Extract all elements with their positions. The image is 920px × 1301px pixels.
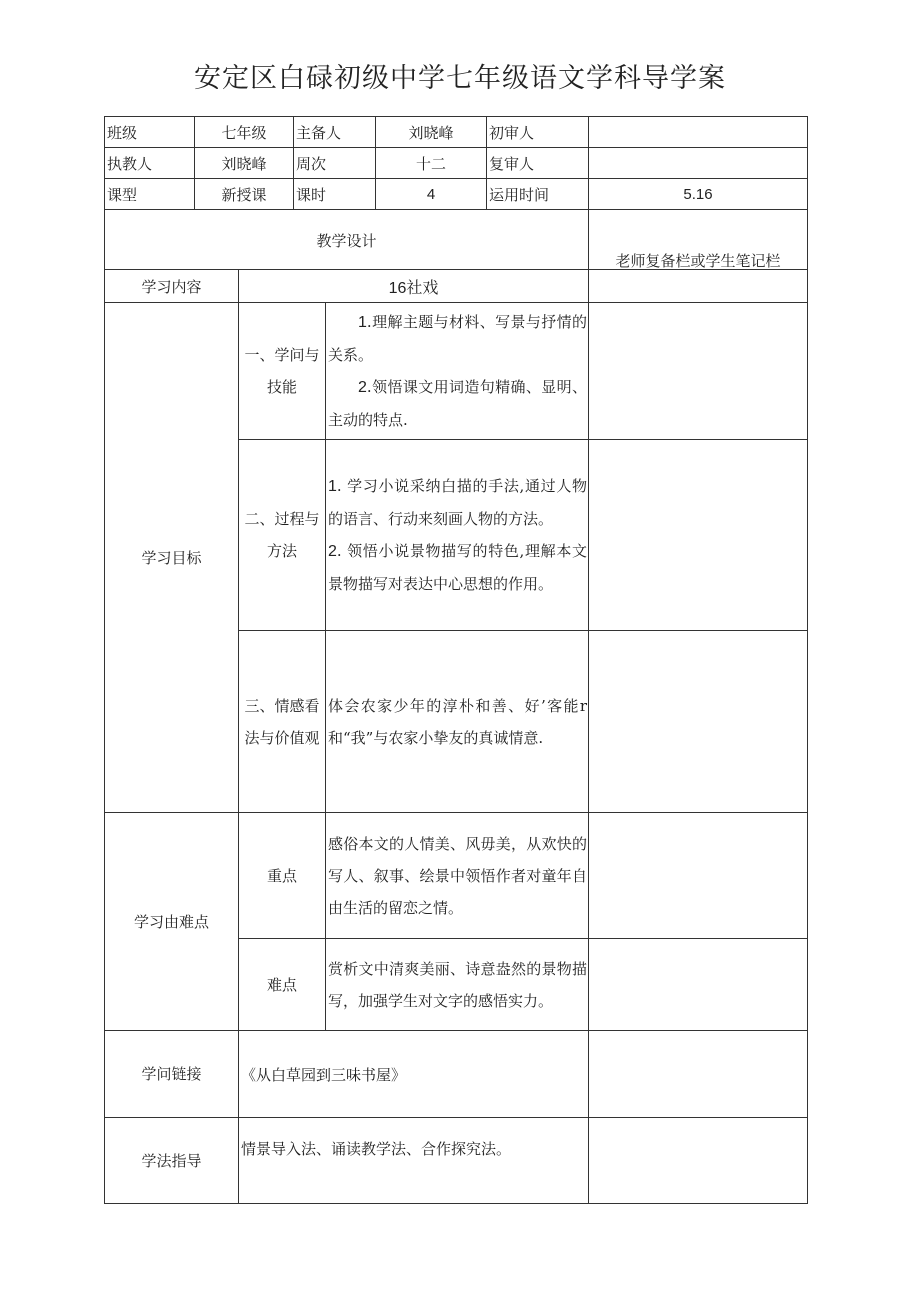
difficulty-label: 学习由难点 [105,813,239,1031]
use-time-value: 5.16 [589,179,808,210]
knowledge-num-1: 1 [358,314,367,331]
hard-point-notes [589,939,808,1031]
emotion-label: 三、情感看法与价值观 [239,631,326,813]
period-value: 4 [376,179,487,210]
lesson-plan-table [104,116,808,1204]
knowledge-label: 一、学问与技能 [239,303,326,440]
class-label: 班级 [105,117,195,148]
link-label: 学问链接 [105,1031,239,1118]
process-num-1: 1 [328,478,337,495]
second-reviewer-label: 复审人 [487,148,589,179]
knowledge-num-2: 2 [358,379,367,396]
emotion-notes [589,631,808,813]
process-notes [589,440,808,631]
week-label: 周次 [294,148,376,179]
objectives-label: 学习目标 [105,303,239,813]
knowledge-line-1: .理解主题与材料、写景与抒情的关系。 [328,313,588,364]
header-row-1 [105,117,808,148]
knowledge-line-2: .领悟课文用词造句精确、显明、主动的特点. [328,378,588,429]
process-line-2: . 领悟小说景物描写的特色,理解本文景物描写对表达中心思想的作用。 [328,542,588,593]
content-value-text: 16社戏 [388,279,439,297]
teacher-value: 刘晓峰 [195,148,294,179]
process-label: 二、过程与方法 [239,440,326,631]
method-row [105,1118,808,1204]
first-reviewer-value [589,117,808,148]
process-text [326,440,589,631]
link-notes [589,1031,808,1118]
week-value: 十二 [376,148,487,179]
class-value: 七年级 [195,117,294,148]
period-label: 课时 [294,179,376,210]
key-point-text: 感俗本文的人情美、风毋美，从欢快的写人、叙事、绘景中领悟作者对童年自由生活的留恋之情。 [326,813,589,939]
first-reviewer-label: 初审人 [487,117,589,148]
knowledge-text [326,303,589,440]
difficulty-key-row [105,813,808,939]
lesson-type-label: 课型 [105,179,195,210]
lesson-type-value: 新授课 [195,179,294,210]
emotion-text: 体会农家少年的淳朴和善、好’客能r和“我”与农家小挚友的真诚情意. [326,631,589,813]
process-num-2: 2 [328,543,337,560]
design-label: 教学设计 [316,232,377,250]
knowledge-notes [589,303,808,440]
header-row-3 [105,179,808,210]
link-value: 《从白草园到三味书屋》 [239,1031,589,1118]
use-time-label: 运用时间 [487,179,589,210]
content-notes [589,270,808,303]
content-label: 学习内容 [105,270,239,303]
process-line-1: . 学习小说采纳白描的手法,通过人物的语言、行动来刻画人物的方法。 [328,477,588,528]
preparer-label: 主备人 [294,117,376,148]
method-label: 学法指导 [105,1118,239,1204]
link-row [105,1031,808,1118]
objective-knowledge-row [105,303,808,440]
preparer-value: 刘晓峰 [376,117,487,148]
teacher-label: 执教人 [105,148,195,179]
header-row-2 [105,148,808,179]
content-value [239,270,589,303]
page-title: 安定区白碌初级中学七年级语文学科导学案 [194,63,726,94]
method-notes [589,1118,808,1204]
content-row [105,270,808,303]
key-point-notes [589,813,808,939]
hard-point-text: 赏析文中清爽美丽、诗意盎然的景物描写，加强学生对文字的感悟实力。 [326,939,589,1031]
hard-point-label: 难点 [239,939,326,1031]
method-value: 情景导入法、诵读教学法、合作探究法。 [239,1118,589,1204]
design-cell [105,210,589,270]
notes-header-cell [589,210,808,270]
notes-label: 老师复备栏或学生笔记栏 [615,252,781,270]
second-reviewer-value [589,148,808,179]
key-point-label: 重点 [239,813,326,939]
design-row [105,210,808,270]
